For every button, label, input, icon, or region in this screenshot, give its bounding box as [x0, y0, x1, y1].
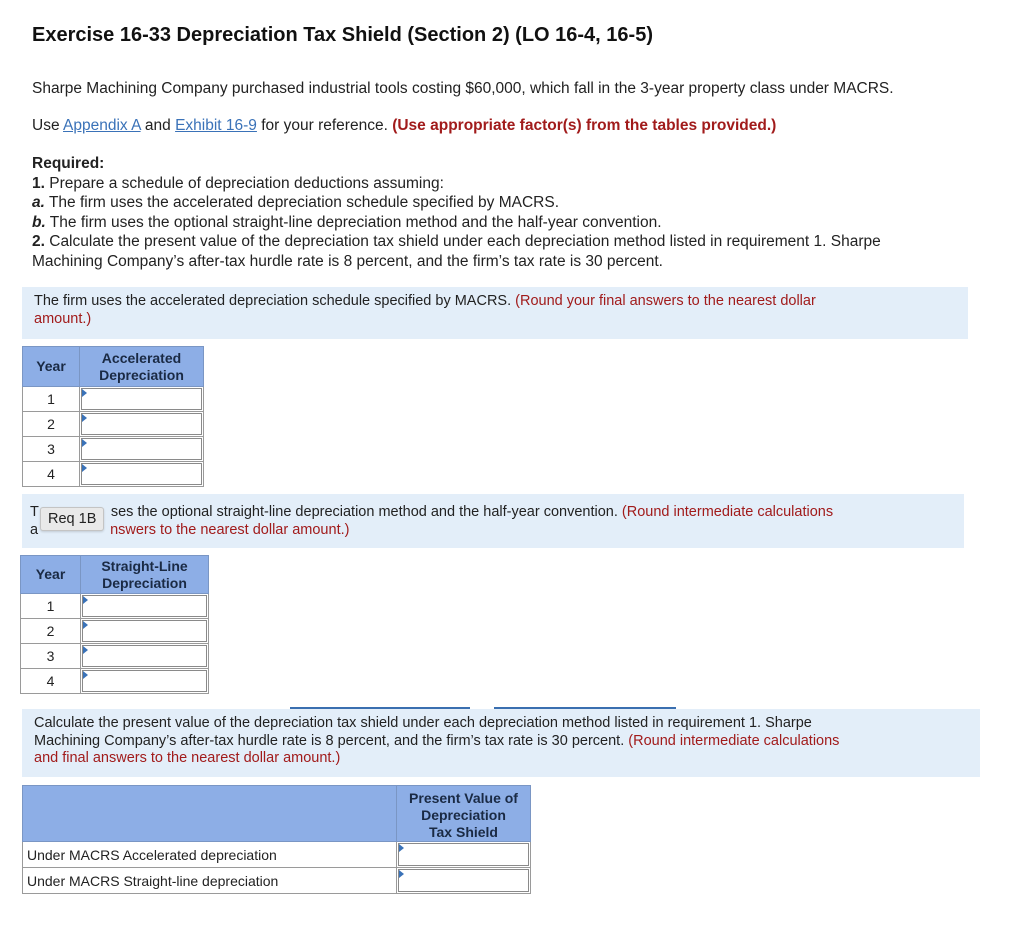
- req-a-text: The firm uses the accelerated depreciation schedule specified by MACRS.: [44, 194, 559, 211]
- req-1-number: 1.: [32, 174, 45, 192]
- req-1b-instructions: [22, 494, 964, 548]
- accelerated-depreciation-header: Accelerated Depreciation: [80, 347, 204, 387]
- page-title: Exercise 16-33 Depreciation Tax Shield (Section 2) (LO 16-4, 16-5): [32, 24, 653, 46]
- table-row: [23, 462, 204, 487]
- req-2-instructions: [22, 709, 980, 777]
- straight-line-depreciation-input[interactable]: [82, 620, 207, 642]
- table-row: [21, 619, 209, 644]
- table-row: [23, 412, 204, 437]
- straight-line-depreciation-input[interactable]: [82, 645, 207, 667]
- pv-accelerated-input[interactable]: [398, 843, 529, 866]
- req-1b-text-2a: a: [30, 521, 39, 538]
- req-1b-text-start: T: [30, 504, 39, 520]
- req-a-label: a.: [32, 194, 45, 211]
- method-label: Under MACRS Accelerated depreciation: [23, 842, 397, 868]
- req-2-text-1: Calculate the present value of the depreciation tax shield under each depreciation method listed in requirement 1. Sharpe: [44, 233, 881, 250]
- year-cell: 4: [23, 462, 80, 487]
- present-value-header: Present Value of Depreciation Tax Shield: [397, 786, 531, 842]
- reference-mid: and: [140, 117, 176, 134]
- reference-prefix: Use: [32, 117, 64, 134]
- table-row: [23, 868, 531, 894]
- requirements: [32, 154, 972, 271]
- straight-line-depreciation-header: Straight-Line Depreciation: [81, 556, 209, 594]
- table-row: [21, 669, 209, 694]
- year-cell: 3: [21, 644, 81, 669]
- reference-note: (Use appropriate factor(s) from the tables provided.): [392, 117, 777, 134]
- req-2-panel-text-1: Calculate the present value of the depreciation tax shield under each depreciation method listed in requirement 1. Sharpe: [34, 715, 812, 731]
- accelerated-depreciation-input[interactable]: [81, 438, 202, 460]
- intro-text: Sharpe Machining Company purchased industrial tools costing $60,000, which fall in the 3-year property class under MACRS.: [32, 80, 894, 97]
- straight-line-depreciation-table: [20, 555, 209, 694]
- req-1a-instructions: [22, 287, 968, 339]
- req-b-text: The firm uses the optional straight-line depreciation method and the half-year convention.: [45, 213, 662, 231]
- accelerated-depreciation-input[interactable]: [81, 388, 202, 410]
- accelerated-depreciation-input[interactable]: [81, 413, 202, 435]
- reference-suffix: for your reference.: [256, 117, 393, 134]
- required-heading: Required:: [32, 155, 105, 172]
- accelerated-depreciation-input[interactable]: [81, 463, 202, 485]
- year-header: Year: [21, 556, 81, 594]
- req-1b-note-1: (Round intermediate calculations: [621, 504, 834, 520]
- present-value-table: [22, 785, 531, 894]
- year-cell: 1: [23, 387, 80, 412]
- req-1a-text: The firm uses the accelerated depreciation schedule specified by MACRS.: [34, 293, 516, 309]
- appendix-a-link[interactable]: Appendix A: [63, 117, 141, 134]
- req-b-label: b.: [32, 213, 46, 231]
- year-cell: 2: [23, 412, 80, 437]
- table-row: [23, 842, 531, 868]
- straight-line-depreciation-input[interactable]: [82, 595, 207, 617]
- table-row: [23, 437, 204, 462]
- label-header: [23, 786, 397, 842]
- req-1b-tab[interactable]: Req 1B: [40, 507, 104, 531]
- year-cell: 4: [21, 669, 81, 694]
- year-cell: 3: [23, 437, 80, 462]
- req-2-text-2: Machining Company’s after-tax hurdle rate is 8 percent, and the firm’s tax rate is 30 percent.: [32, 252, 663, 270]
- req-2-note-1: (Round intermediate calculations: [628, 732, 840, 749]
- req-1b-text: ses the optional straight-line depreciation method and the half-year convention.: [110, 504, 622, 520]
- straight-line-depreciation-input[interactable]: [82, 670, 207, 692]
- method-label: Under MACRS Straight-line depreciation: [23, 868, 397, 894]
- table-row: [21, 594, 209, 619]
- req-1b-note-2: nswers to the nearest dollar amount.): [110, 521, 350, 538]
- req-2-note-2: and final answers to the nearest dollar amount.): [34, 750, 341, 766]
- req-2-number: 2.: [32, 233, 45, 250]
- req-2-panel-text-2: Machining Company’s after-tax hurdle rate is 8 percent, and the firm’s tax rate is 30 percent.: [34, 732, 629, 749]
- year-cell: 1: [21, 594, 81, 619]
- year-cell: 2: [21, 619, 81, 644]
- reference-line: [32, 117, 776, 135]
- table-row: [21, 644, 209, 669]
- year-header: Year: [23, 347, 80, 387]
- pv-straight-line-input[interactable]: [398, 869, 529, 892]
- exhibit-16-9-link[interactable]: Exhibit 16-9: [175, 117, 257, 134]
- req-1a-note-2: amount.): [34, 310, 92, 327]
- req-1a-note-1: (Round your final answers to the nearest dollar: [515, 293, 816, 309]
- table-row: [23, 387, 204, 412]
- req-1-text: Prepare a schedule of depreciation deductions assuming:: [44, 174, 444, 192]
- accelerated-depreciation-table: [22, 346, 204, 487]
